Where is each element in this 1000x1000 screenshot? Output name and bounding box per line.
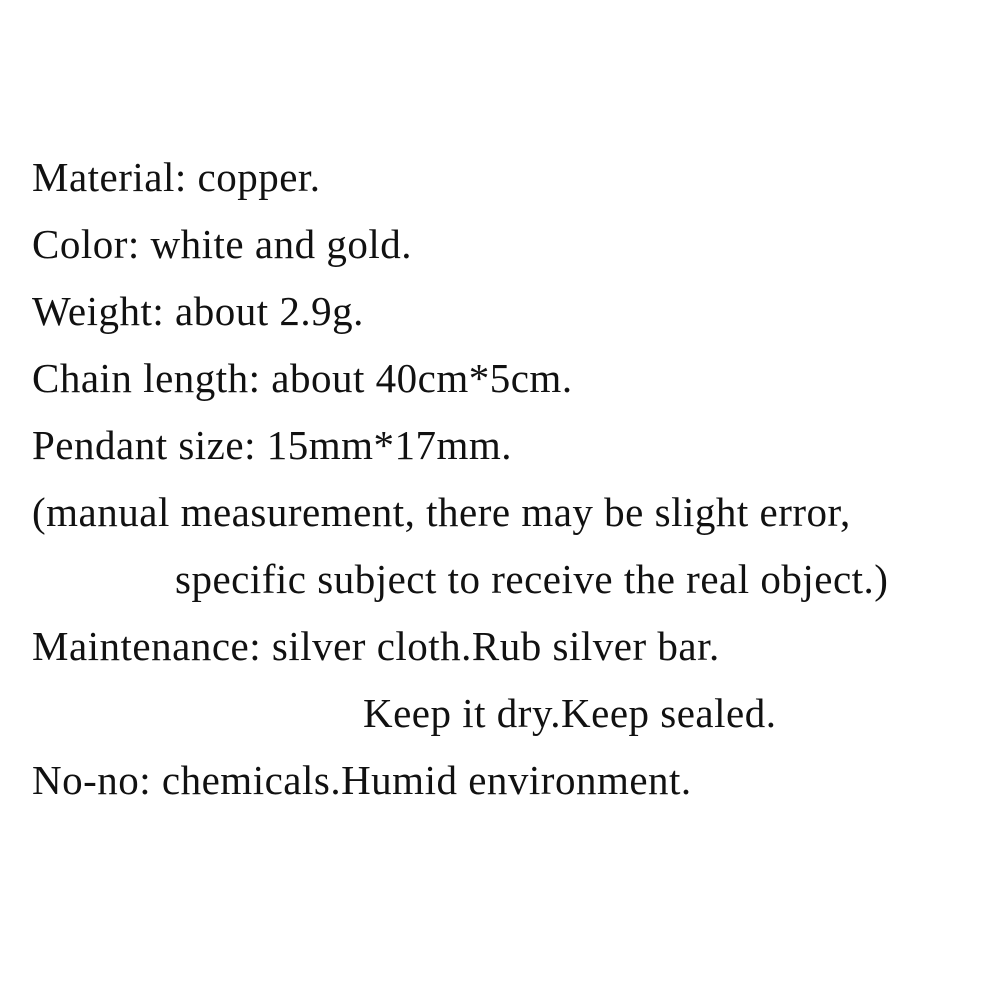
no-no-line: No-no: chemicals.Humid environment.: [32, 757, 692, 803]
maintenance-line-1: Maintenance: silver cloth.Rub silver bar.: [32, 623, 720, 669]
material-line: Material: copper.: [32, 154, 321, 200]
weight-line: Weight: about 2.9g.: [32, 288, 364, 334]
measurement-note-line-1: (manual measurement, there may be slight error,: [32, 489, 851, 535]
maintenance-line-2: Keep it dry.Keep sealed.: [363, 690, 777, 736]
chain-length-line: Chain length: about 40cm*5cm.: [32, 355, 573, 401]
measurement-note-line-2: specific subject to receive the real object.): [175, 556, 889, 602]
color-line: Color: white and gold.: [32, 221, 412, 267]
pendant-size-line: Pendant size: 15mm*17mm.: [32, 422, 513, 468]
